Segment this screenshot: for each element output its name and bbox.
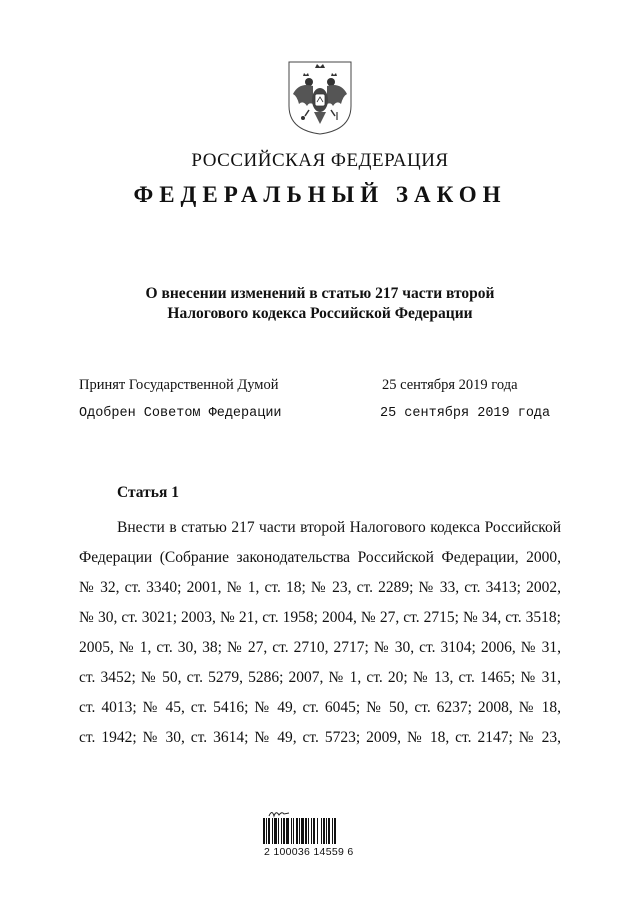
article-line: ст. 4013; № 45, ст. 5416; № 49, ст. 6045; № 50, ст. 6237; 2008, № 18, — [79, 699, 561, 716]
barcode-bar — [332, 818, 333, 844]
barcode-bar — [268, 818, 270, 844]
barcode-bar — [291, 818, 292, 844]
barcode-bar — [281, 818, 282, 844]
barcode-bar — [311, 818, 312, 844]
barcode-bar — [299, 818, 300, 844]
barcode-bar — [283, 818, 285, 844]
article-line: Федерации (Собрание законодательства Российской Федерации, 2000, — [79, 549, 561, 566]
article-body — [79, 513, 561, 753]
article-line: Внести в статью 217 части второй Налогового кодекса Российской — [117, 519, 561, 536]
barcode-bar — [266, 818, 267, 844]
barcode-bar — [263, 818, 265, 844]
law-title-line: Налогового кодекса Российской Федерации — [167, 305, 473, 322]
barcode-bar — [274, 818, 277, 844]
barcode-bar — [296, 818, 298, 844]
article-line: ст. 1942; № 30, ст. 3614; № 49, ст. 5723; 2009, № 18, ст. 2147; № 23, — [79, 729, 561, 746]
law-title — [80, 284, 560, 324]
barcode-icon — [262, 818, 366, 844]
barcode-bar — [328, 818, 330, 844]
council-approval-date: 25 сентября 2019 года — [380, 406, 551, 421]
document-type: ФЕДЕРАЛЬНЫЙ ЗАКОН — [133, 182, 507, 207]
article-line: ст. 3452; № 50, ст. 5279, 5286; 2007, № 1, ст. 20; № 13, ст. 1465; № 31, — [79, 669, 561, 686]
council-approval-label: Одобрен Советом Федерации — [79, 406, 282, 421]
barcode-bar — [323, 818, 325, 844]
barcode-bar — [286, 818, 289, 844]
barcode-bar — [317, 818, 318, 844]
barcode-bar — [334, 818, 336, 844]
duma-adoption-label: Принят Государственной Думой — [79, 377, 279, 393]
barcode-bar — [305, 818, 307, 844]
article-line: № 30, ст. 3021; 2003, № 21, ст. 1958; 2004, № 27, ст. 2715; № 34, ст. 3518; — [79, 609, 561, 626]
barcode-bar — [321, 818, 322, 844]
country-name: РОССИЙСКАЯ ФЕДЕРАЦИЯ — [191, 150, 449, 171]
barcode-bar — [272, 818, 273, 844]
handwritten-initials-icon — [268, 808, 290, 818]
barcode-bar — [278, 818, 279, 844]
duma-adoption-date: 25 сентября 2019 года — [382, 377, 518, 393]
russian-coat-of-arms-icon — [287, 60, 353, 136]
article-heading: Статья 1 — [117, 484, 179, 501]
barcode-bar — [313, 818, 315, 844]
article-line: 2005, № 1, ст. 30, 38; № 27, ст. 2710, 2717; № 30, ст. 3104; 2006, № 31, — [79, 639, 561, 656]
barcode-bar — [326, 818, 327, 844]
barcode-bar — [301, 818, 304, 844]
barcode-bar — [293, 818, 294, 844]
barcode-bar — [308, 818, 309, 844]
barcode-number: 2 100036 14559 6 — [264, 846, 354, 858]
law-title-line: О внесении изменений в статью 217 части второй — [145, 285, 495, 302]
article-line: № 32, ст. 3340; 2001, № 1, ст. 18; № 23, ст. 2289; № 33, ст. 3413; 2002, — [79, 579, 561, 596]
